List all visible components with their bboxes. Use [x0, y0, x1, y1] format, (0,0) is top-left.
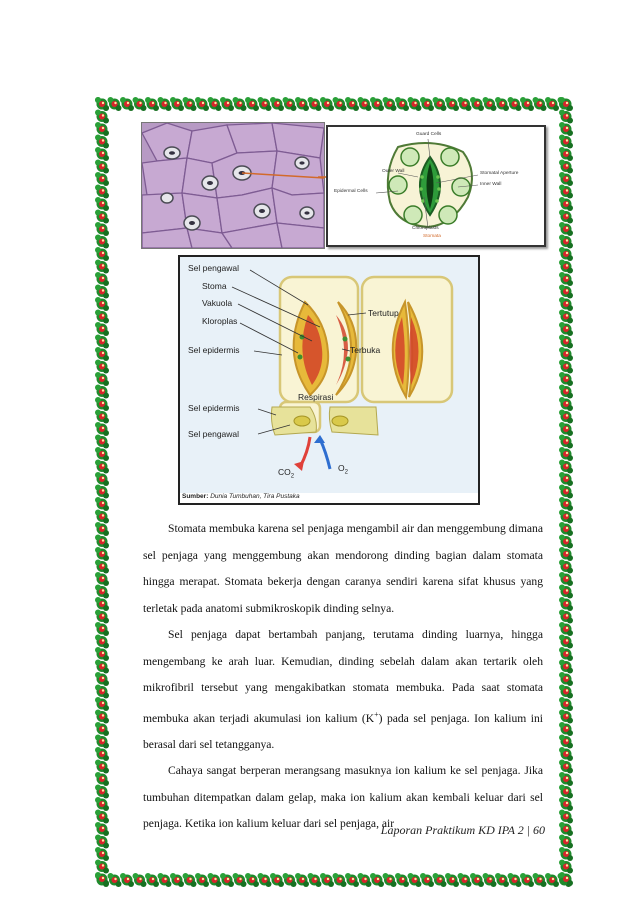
border-ornament	[95, 310, 109, 324]
border-ornament	[95, 847, 109, 861]
border-ornament	[559, 147, 573, 161]
border-ornament	[108, 873, 122, 887]
border-ornament	[158, 873, 172, 887]
border-ornament	[295, 97, 309, 111]
border-ornament	[95, 185, 109, 199]
label-sel-pengawal-2: Sel pengawal	[188, 429, 240, 439]
border-ornament	[95, 435, 109, 449]
border-ornament	[559, 847, 573, 861]
border-ornament	[95, 322, 109, 336]
border-ornament	[458, 97, 472, 111]
label-tertutup: Tertutup	[368, 308, 399, 318]
border-ornament	[95, 672, 109, 686]
border-ornament	[133, 873, 147, 887]
paragraph-2: Sel penjaga dapat bertambah panjang, terutama dinding luarnya, hingga mengembang ke arah luar. Kemudian, dinding sebelah dalam akan tertarik oleh mikrofibril tersebut yang mengakibatkan stomata membuka. Pada saat stomata membuka akan terjadi akumulasi ion kalium (K+) pada sel penjaga. Ion kalium ini berasal dari sel tetangganya.	[143, 628, 544, 751]
border-ornament	[108, 97, 122, 111]
border-ornament	[220, 97, 234, 111]
border-ornament	[233, 97, 247, 111]
border-ornament	[470, 97, 484, 111]
border-ornament	[559, 347, 573, 361]
border-ornament	[95, 135, 109, 149]
border-ornament	[559, 410, 573, 424]
border-ornament	[559, 772, 573, 786]
border-ornament	[170, 97, 184, 111]
border-ornament	[559, 835, 573, 849]
border-ornament	[559, 610, 573, 624]
border-ornament	[95, 410, 109, 424]
border-ornament	[358, 873, 372, 887]
border-ornament	[559, 647, 573, 661]
border-ornament	[559, 447, 573, 461]
border-ornament	[95, 635, 109, 649]
border-ornament	[95, 460, 109, 474]
page-footer: Laporan Praktikum KD IPA 2 | 60	[380, 823, 545, 837]
label-sel-epidermis: Sel epidermis	[188, 345, 240, 355]
border-ornament	[133, 97, 147, 111]
border-ornament	[95, 647, 109, 661]
border-ornament	[559, 547, 573, 561]
border-ornament	[95, 872, 109, 886]
border-ornament	[559, 460, 573, 474]
border-ornament	[95, 297, 109, 311]
border-ornament	[433, 873, 447, 887]
border-ornament	[120, 97, 134, 111]
border-ornament	[95, 860, 109, 874]
border-ornament	[520, 97, 534, 111]
border-ornament	[559, 735, 573, 749]
border-ornament	[145, 873, 159, 887]
border-ornament	[95, 422, 109, 436]
border-ornament	[370, 873, 384, 887]
border-ornament	[559, 697, 573, 711]
border-ornament	[308, 873, 322, 887]
border-ornament	[559, 810, 573, 824]
border-ornament	[559, 210, 573, 224]
border-ornament	[559, 797, 573, 811]
border-ornament	[95, 760, 109, 774]
border-ornament	[308, 97, 322, 111]
border-ornament	[95, 785, 109, 799]
border-ornament	[95, 472, 109, 486]
border-ornament	[295, 873, 309, 887]
border-ornament	[395, 97, 409, 111]
border-ornament	[95, 160, 109, 174]
border-ornament	[559, 785, 573, 799]
border-ornament	[245, 97, 259, 111]
border-ornament	[559, 822, 573, 836]
label-co2: $CO_2$	[278, 467, 295, 480]
border-ornament	[559, 685, 573, 699]
body-text	[143, 516, 543, 838]
border-ornament	[95, 572, 109, 586]
border-ornament	[559, 185, 573, 199]
border-ornament	[95, 597, 109, 611]
border-ornament	[559, 422, 573, 436]
border-ornament	[95, 347, 109, 361]
label-respirasi: Respirasi	[298, 392, 334, 402]
figure-source: Sumber: Dunia Tumbuhan, Tira Pustaka	[182, 493, 300, 500]
border-ornament	[95, 272, 109, 286]
stomata-diagram	[178, 255, 480, 505]
stomata-schema	[326, 125, 546, 247]
border-ornament	[345, 873, 359, 887]
border-ornament	[95, 372, 109, 386]
border-ornament	[559, 622, 573, 636]
border-ornament	[95, 560, 109, 574]
label-chloroplasts: Chloroplasts	[412, 226, 439, 231]
border-ornament	[395, 873, 409, 887]
border-ornament	[559, 497, 573, 511]
border-ornament	[95, 122, 109, 136]
border-ornament	[559, 297, 573, 311]
border-ornament	[508, 873, 522, 887]
border-ornament	[208, 97, 222, 111]
border-ornament	[95, 360, 109, 374]
border-ornament	[559, 235, 573, 249]
border-ornament	[370, 97, 384, 111]
border-ornament	[559, 597, 573, 611]
border-ornament	[245, 873, 259, 887]
label-terbuka: Terbuka	[350, 345, 381, 355]
border-ornament	[95, 585, 109, 599]
border-ornament	[95, 285, 109, 299]
border-ornament	[170, 873, 184, 887]
border-ornament	[158, 97, 172, 111]
border-ornament	[95, 722, 109, 736]
border-ornament	[95, 772, 109, 786]
label-epidermal-cells: Epidermal Cells	[334, 189, 368, 194]
paragraph-1: Stomata membuka karena sel penjaga mengambil air dan menggembung dimana sel penjaga yang menggembung akan mendorong dinding bagian dalam stomata hingga merapat. Stomata bekerja dengan caranya sendiri karena sifat khusus yang terletak pada anatomi submikroskopik dinding selnya.	[143, 522, 543, 615]
border-ornament	[95, 797, 109, 811]
border-ornament	[95, 497, 109, 511]
border-ornament	[320, 873, 334, 887]
border-ornament	[95, 147, 109, 161]
border-ornament	[559, 285, 573, 299]
border-ornament	[95, 197, 109, 211]
border-ornament	[95, 235, 109, 249]
border-ornament	[95, 397, 109, 411]
border-ornament	[559, 122, 573, 136]
border-ornament	[559, 535, 573, 549]
border-ornament	[95, 835, 109, 849]
border-ornament	[559, 310, 573, 324]
border-ornament	[545, 873, 559, 887]
border-ornament	[345, 97, 359, 111]
border-ornament	[220, 873, 234, 887]
border-ornament	[333, 97, 347, 111]
border-ornament	[95, 222, 109, 236]
border-ornament	[533, 97, 547, 111]
border-ornament	[95, 510, 109, 524]
border-ornament	[95, 547, 109, 561]
border-ornament	[420, 873, 434, 887]
border-ornament	[95, 697, 109, 711]
border-ornament	[559, 385, 573, 399]
border-ornament	[559, 722, 573, 736]
border-ornament	[95, 610, 109, 624]
border-ornament	[495, 873, 509, 887]
border-ornament	[95, 485, 109, 499]
border-ornament	[95, 385, 109, 399]
border-ornament	[420, 97, 434, 111]
border-ornament	[95, 260, 109, 274]
border-ornament	[559, 510, 573, 524]
border-ornament	[183, 873, 197, 887]
border-ornament	[358, 97, 372, 111]
border-ornament	[495, 97, 509, 111]
border-ornament	[95, 710, 109, 724]
border-ornament	[233, 873, 247, 887]
border-ornament	[95, 735, 109, 749]
border-ornament	[559, 522, 573, 536]
label-vakuola: Vakuola	[202, 298, 233, 308]
border-ornament	[533, 873, 547, 887]
border-ornament	[445, 97, 459, 111]
border-ornament	[95, 822, 109, 836]
border-ornament	[559, 272, 573, 286]
border-ornament	[559, 672, 573, 686]
border-ornament	[95, 535, 109, 549]
border-ornament	[559, 472, 573, 486]
label-guard-cells: Guard Cells	[416, 132, 442, 137]
border-ornament	[559, 485, 573, 499]
border-ornament	[95, 447, 109, 461]
border-ornament	[559, 110, 573, 124]
border-ornament	[470, 873, 484, 887]
border-ornament	[559, 660, 573, 674]
border-ornament	[208, 873, 222, 887]
border-ornament	[559, 560, 573, 574]
border-ornament	[545, 97, 559, 111]
border-ornament	[95, 110, 109, 124]
border-ornament	[270, 97, 284, 111]
border-ornament	[559, 372, 573, 386]
label-o2: $O_2$	[338, 463, 348, 476]
border-ornament	[408, 873, 422, 887]
border-ornament	[559, 260, 573, 274]
border-ornament	[283, 873, 297, 887]
label-outer-wall: Outer Wall	[382, 169, 405, 174]
border-ornament	[95, 522, 109, 536]
border-ornament	[559, 322, 573, 336]
paragraph-3: Cahaya sangat berperan merangsang masuknya ion kalium ke sel penjaga. Jika tumbuhan ditempatkan dalam gelap, maka ion kalium akan kembali keluar dari sel penjaga. Ketika ion kalium keluar dari sel penjaga, air	[143, 764, 543, 831]
border-ornament	[95, 247, 109, 261]
border-ornament	[383, 873, 397, 887]
label-sel-pengawal: Sel pengawal	[188, 263, 240, 273]
border-ornament	[258, 97, 272, 111]
border-ornament	[183, 97, 197, 111]
border-ornament	[559, 135, 573, 149]
border-ornament	[559, 747, 573, 761]
border-ornament	[95, 747, 109, 761]
border-ornament	[559, 222, 573, 236]
border-ornament	[559, 585, 573, 599]
border-ornament	[95, 335, 109, 349]
border-ornament	[520, 873, 534, 887]
border-ornament	[145, 97, 159, 111]
border-ornament	[195, 873, 209, 887]
border-ornament	[559, 247, 573, 261]
border-ornament	[120, 873, 134, 887]
border-ornament	[559, 335, 573, 349]
border-ornament	[195, 97, 209, 111]
border-ornament	[559, 97, 573, 111]
border-ornament	[559, 760, 573, 774]
border-ornament	[559, 435, 573, 449]
border-ornament	[445, 873, 459, 887]
border-ornament	[95, 622, 109, 636]
border-ornament	[559, 160, 573, 174]
border-ornament	[95, 660, 109, 674]
border-ornament	[559, 572, 573, 586]
border-ornament	[483, 873, 497, 887]
border-ornament	[95, 97, 109, 111]
border-ornament	[458, 873, 472, 887]
label-stomata: Stomata	[423, 234, 441, 239]
border-ornament	[559, 860, 573, 874]
label-sel-epidermis-2: Sel epidermis	[188, 403, 240, 413]
label-stomatal-aperture: Stomatal Aperture	[480, 171, 519, 176]
border-ornament	[559, 710, 573, 724]
label-kloroplas: Kloroplas	[202, 316, 238, 326]
border-ornament	[95, 810, 109, 824]
border-ornament	[559, 172, 573, 186]
border-ornament	[320, 97, 334, 111]
border-ornament	[383, 97, 397, 111]
border-ornament	[408, 97, 422, 111]
border-ornament	[559, 360, 573, 374]
border-ornament	[270, 873, 284, 887]
border-ornament	[483, 97, 497, 111]
border-ornament	[333, 873, 347, 887]
border-ornament	[559, 197, 573, 211]
border-ornament	[95, 685, 109, 699]
border-ornament	[95, 210, 109, 224]
border-ornament	[258, 873, 272, 887]
border-ornament	[433, 97, 447, 111]
border-ornament	[559, 397, 573, 411]
border-ornament	[283, 97, 297, 111]
label-stoma: Stoma	[202, 281, 227, 291]
border-ornament	[559, 635, 573, 649]
label-inner-wall: Inner Wall	[480, 182, 502, 187]
border-ornament	[95, 172, 109, 186]
stomata-micrograph	[141, 122, 325, 249]
border-ornament	[508, 97, 522, 111]
